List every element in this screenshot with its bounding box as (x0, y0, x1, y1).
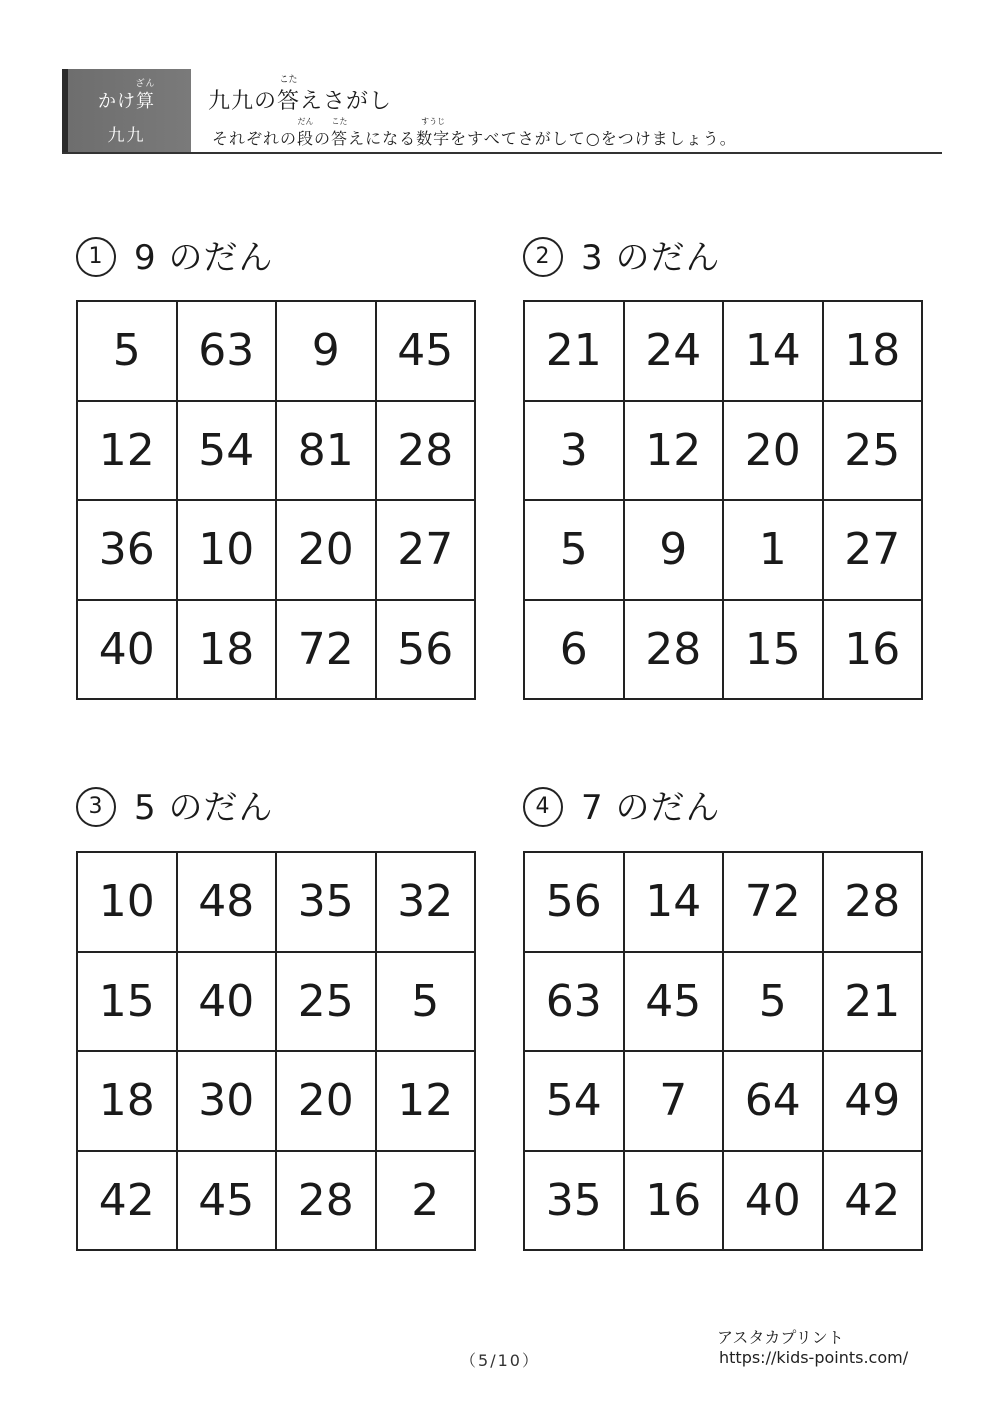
grid-cell[interactable]: 2 (377, 1152, 477, 1252)
category-label (62, 79, 191, 113)
section-number-1: 1 (76, 237, 116, 277)
section-heading-2 (523, 230, 720, 280)
grid-cell[interactable]: 30 (178, 1052, 278, 1152)
grid-cell[interactable]: 48 (178, 853, 278, 953)
section-heading-1 (76, 230, 273, 280)
grid-cell[interactable]: 3 (525, 402, 625, 502)
grid-cell[interactable]: 64 (724, 1052, 824, 1152)
instruction-ruby-2: こた (331, 117, 348, 126)
section-number-3: 3 (76, 787, 116, 827)
grid-cell[interactable]: 20 (277, 501, 377, 601)
section-label-1: 9 のだん (134, 238, 274, 278)
grid-cell[interactable]: 63 (525, 953, 625, 1053)
instruction-part-4: をすべてさがして○をつけましょう。 (450, 129, 737, 148)
grid-cell[interactable]: 63 (178, 302, 278, 402)
grid-cell[interactable]: 27 (824, 501, 924, 601)
grid-cell[interactable]: 9 (277, 302, 377, 402)
grid-cell[interactable]: 40 (78, 601, 178, 701)
section-label-4: 7 のだん (581, 788, 721, 828)
grid-cell[interactable]: 5 (525, 501, 625, 601)
grid-cell[interactable]: 36 (78, 501, 178, 601)
grid-cell[interactable]: 5 (724, 953, 824, 1053)
site-url: https://kids-points.com/ (719, 1348, 909, 1367)
grid-cell[interactable]: 15 (78, 953, 178, 1053)
section-heading-4 (523, 780, 720, 830)
grid-cell[interactable]: 20 (724, 402, 824, 502)
grid-cell[interactable]: 32 (377, 853, 477, 953)
section-label-2: 3 のだん (581, 238, 721, 278)
grid-cell[interactable]: 54 (178, 402, 278, 502)
instruction-ruby-1: だん (297, 117, 314, 126)
grid-cell[interactable]: 56 (377, 601, 477, 701)
grid-cell[interactable]: 28 (377, 402, 477, 502)
page-number: （5/10） (460, 1351, 540, 1370)
instruction-part-1: それぞれの (212, 129, 298, 148)
header-divider (62, 152, 942, 154)
grid-cell[interactable]: 40 (724, 1152, 824, 1252)
number-grid-4 (523, 851, 923, 1251)
grid-cell[interactable]: 6 (525, 601, 625, 701)
grid-cell[interactable]: 16 (824, 601, 924, 701)
grid-cell[interactable]: 49 (824, 1052, 924, 1152)
grid-cell[interactable]: 16 (625, 1152, 725, 1252)
grid-cell[interactable]: 45 (625, 953, 725, 1053)
number-grid-2 (523, 300, 923, 700)
grid-cell[interactable]: 42 (824, 1152, 924, 1252)
instruction-kanji-3-text: 数字 (416, 129, 451, 148)
grid-cell[interactable]: 28 (824, 853, 924, 953)
grid-cell[interactable]: 72 (277, 601, 377, 701)
instruction-kanji-1 (297, 117, 315, 149)
grid-cell[interactable]: 54 (525, 1052, 625, 1152)
grid-cell[interactable]: 35 (277, 853, 377, 953)
page-title (208, 75, 393, 115)
section-number-2: 2 (523, 237, 563, 277)
grid-cell[interactable]: 7 (625, 1052, 725, 1152)
grid-cell[interactable]: 12 (78, 402, 178, 502)
grid-cell[interactable]: 72 (724, 853, 824, 953)
instruction-kanji-2-text: 答 (331, 129, 349, 148)
grid-cell[interactable]: 45 (377, 302, 477, 402)
grid-cell[interactable]: 21 (824, 953, 924, 1053)
grid-cell[interactable]: 28 (277, 1152, 377, 1252)
instruction-part-3: えになる (348, 129, 417, 148)
grid-cell[interactable]: 35 (525, 1152, 625, 1252)
category-label-kana: かけ (98, 91, 136, 112)
grid-cell[interactable]: 18 (78, 1052, 178, 1152)
instruction-kanji-1-text: 段 (297, 129, 315, 148)
grid-cell[interactable]: 9 (625, 501, 725, 601)
grid-cell[interactable]: 21 (525, 302, 625, 402)
number-grid-3 (76, 851, 476, 1251)
grid-cell[interactable]: 56 (525, 853, 625, 953)
number-grid-1 (76, 300, 476, 700)
grid-cell[interactable]: 27 (377, 501, 477, 601)
instruction-ruby-3: すうじ (421, 117, 446, 126)
category-kanji-text: 算 (136, 91, 155, 112)
grid-cell[interactable]: 42 (78, 1152, 178, 1252)
grid-cell[interactable]: 25 (824, 402, 924, 502)
grid-cell[interactable]: 12 (625, 402, 725, 502)
grid-cell[interactable]: 40 (178, 953, 278, 1053)
title-kanji-text: 答 (277, 89, 301, 114)
section-label-3: 5 のだん (134, 788, 274, 828)
grid-cell[interactable]: 28 (625, 601, 725, 701)
title-ruby: こた (279, 75, 298, 85)
grid-cell[interactable]: 18 (824, 302, 924, 402)
grid-cell[interactable]: 25 (277, 953, 377, 1053)
instruction-part-2: の (314, 129, 332, 148)
section-number-4: 4 (523, 787, 563, 827)
grid-cell[interactable]: 18 (178, 601, 278, 701)
category-tab (62, 69, 191, 154)
grid-cell[interactable]: 81 (277, 402, 377, 502)
instruction-text (212, 117, 737, 149)
grid-cell[interactable]: 20 (277, 1052, 377, 1152)
grid-cell[interactable]: 15 (724, 601, 824, 701)
subcategory-label: 九九 (107, 126, 146, 146)
grid-cell[interactable]: 45 (178, 1152, 278, 1252)
grid-cell[interactable]: 14 (625, 853, 725, 953)
grid-cell[interactable]: 10 (178, 501, 278, 601)
grid-cell[interactable]: 5 (377, 953, 477, 1053)
grid-cell[interactable]: 10 (78, 853, 178, 953)
grid-cell[interactable]: 12 (377, 1052, 477, 1152)
brand-name: アスタカプリント (717, 1328, 844, 1347)
category-label-kanji (135, 79, 156, 113)
instruction-kanji-3 (416, 117, 451, 149)
title-part-1: 九九の (208, 89, 278, 114)
category-ruby: ざん (135, 79, 156, 89)
grid-cell[interactable]: 24 (625, 302, 725, 402)
title-kanji (277, 75, 301, 115)
grid-cell[interactable]: 1 (724, 501, 824, 601)
grid-cell[interactable]: 14 (724, 302, 824, 402)
title-part-2: えさがし (300, 89, 393, 114)
section-heading-3 (76, 780, 273, 830)
grid-cell[interactable]: 5 (78, 302, 178, 402)
instruction-kanji-2 (331, 117, 349, 149)
